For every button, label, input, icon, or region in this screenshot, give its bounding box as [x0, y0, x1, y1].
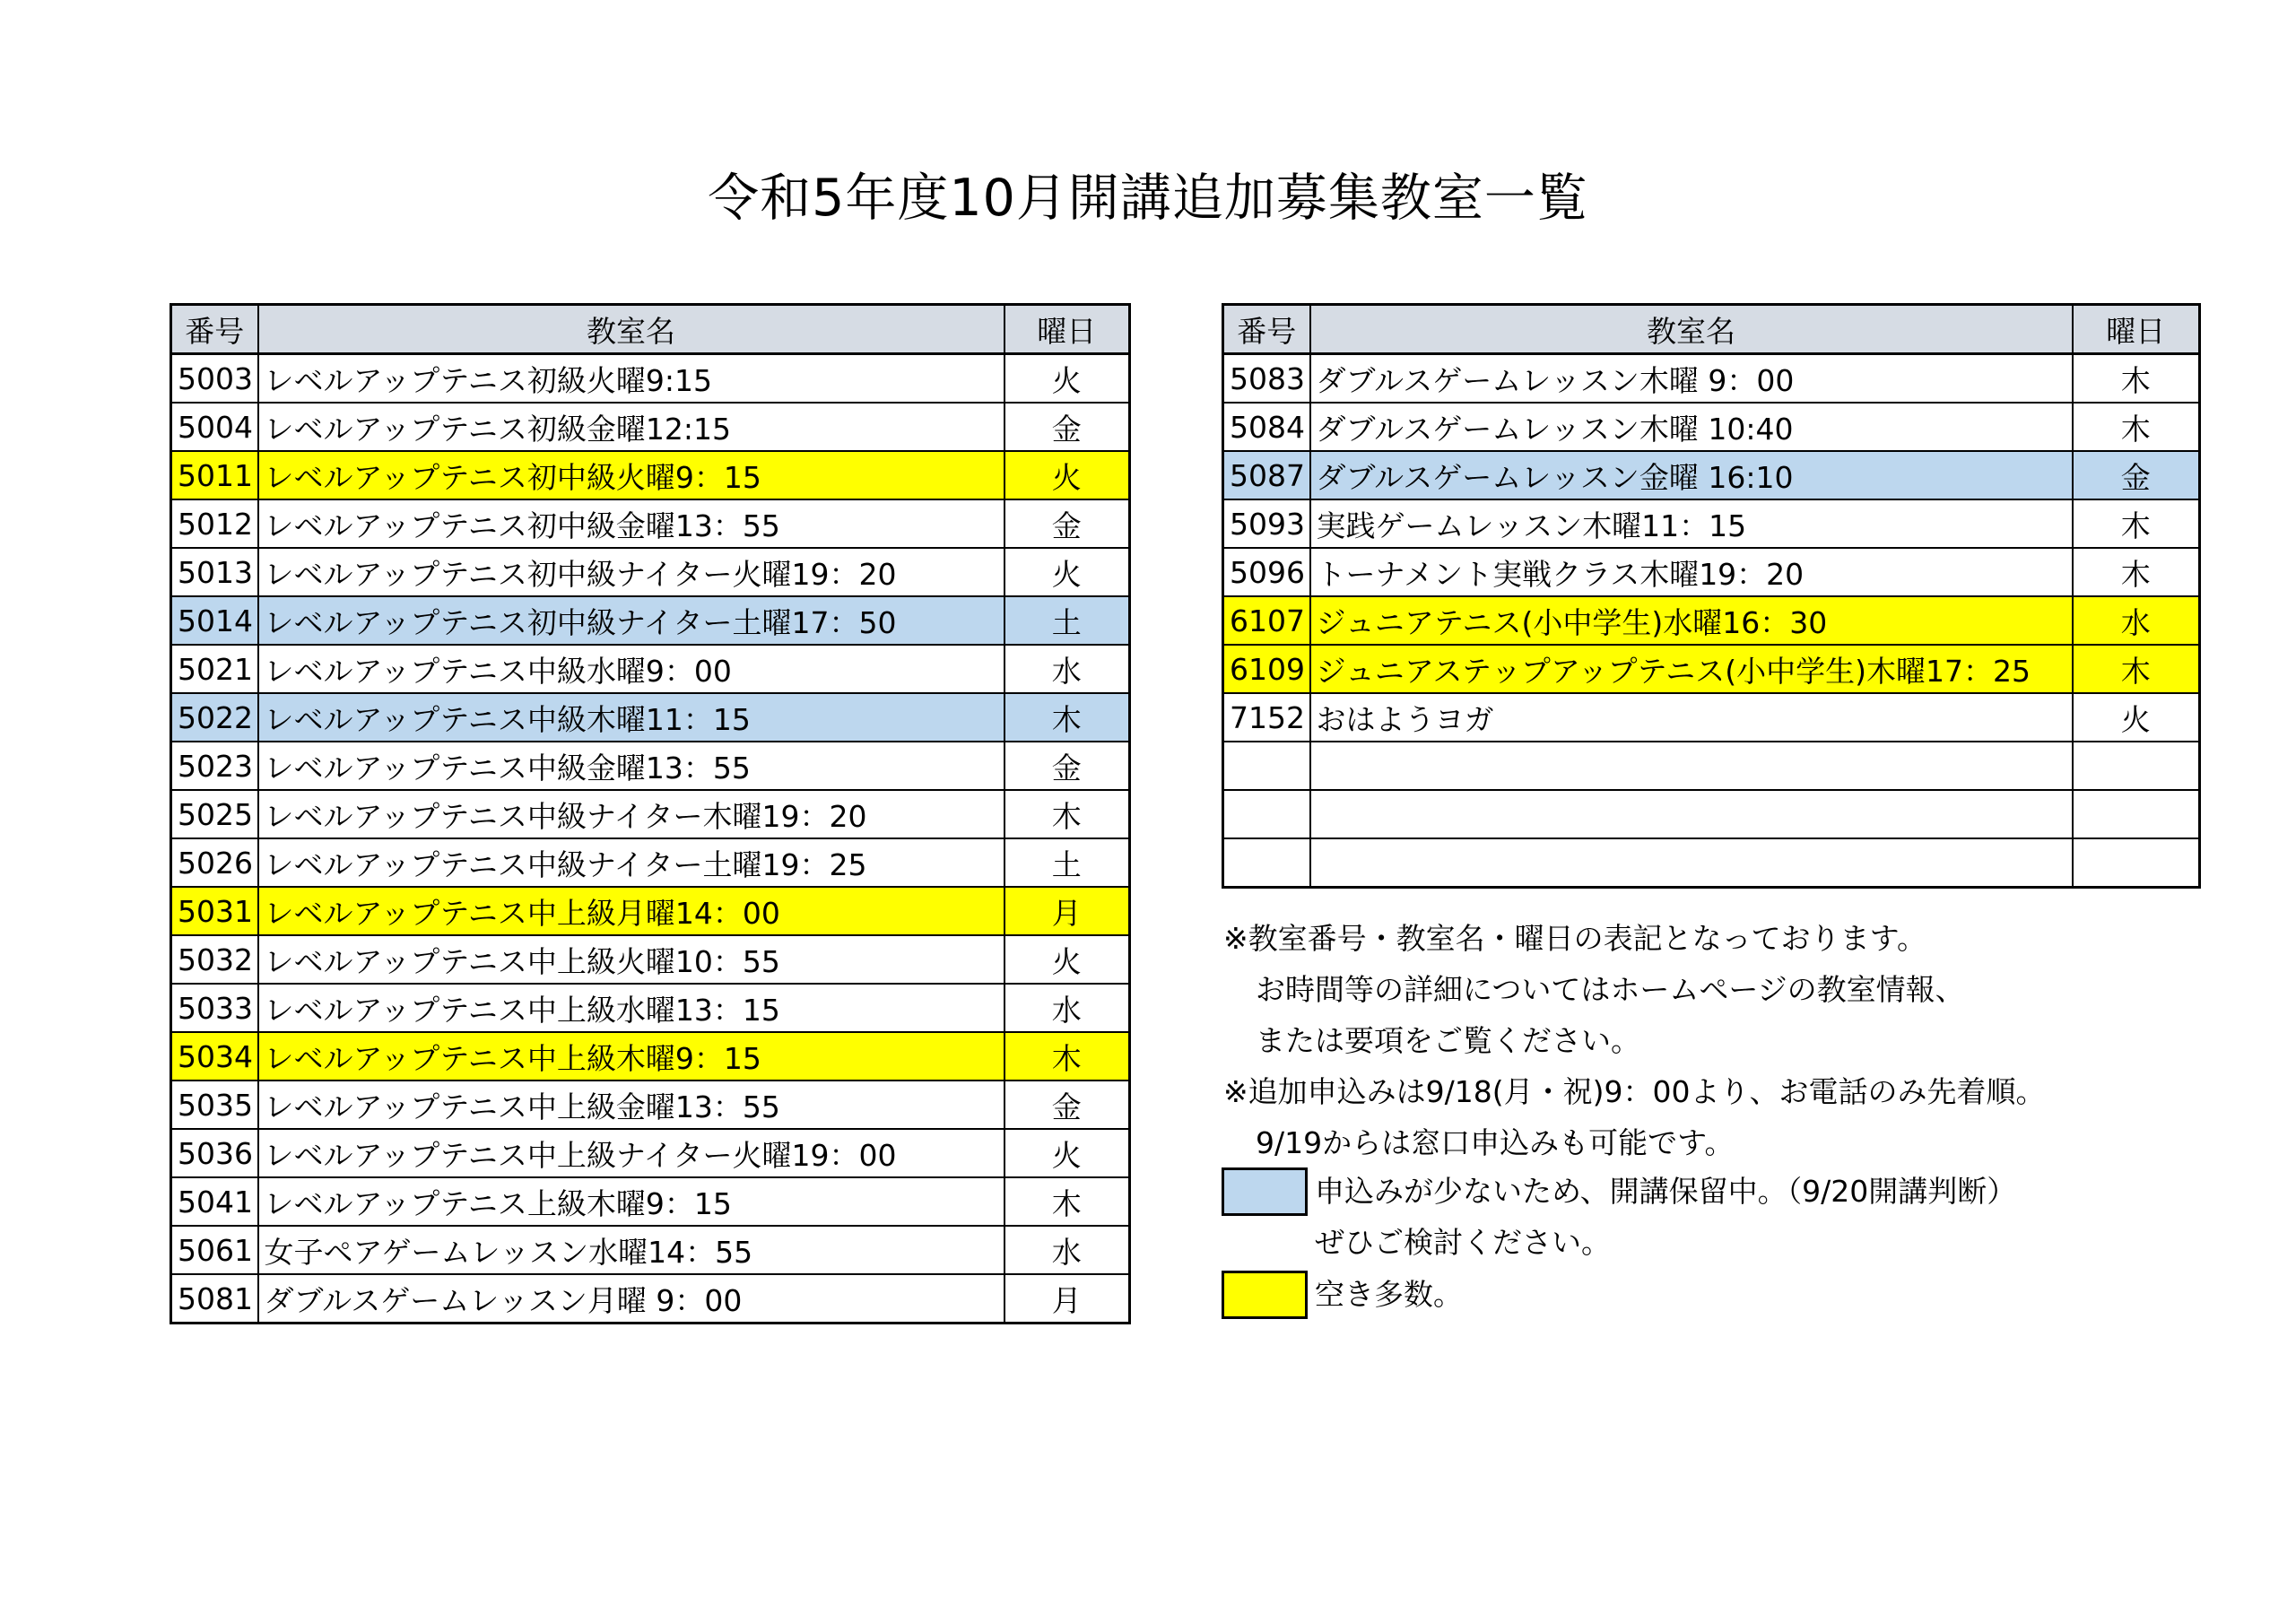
table-header-row	[1223, 305, 2200, 354]
column-header-name: 教室名	[258, 305, 1004, 354]
note-line: 9/19からは窓口申込みも可能です。	[1256, 1125, 1735, 1160]
weekday-cell: 木	[1004, 790, 1130, 838]
weekday-cell	[2073, 790, 2200, 838]
class-name-cell	[1310, 742, 2073, 790]
table-row	[171, 451, 1130, 499]
weekday-cell: 火	[1004, 935, 1130, 984]
weekday-cell: 木	[2073, 499, 2200, 548]
legend-blue-text: 申込みが少ないため、開講保留中。（9/20開講判断）	[1315, 1174, 2017, 1209]
class-number-cell: 5021	[171, 645, 258, 693]
class-number-cell: 5033	[171, 984, 258, 1032]
class-number-cell: 5004	[171, 403, 258, 451]
table-row	[171, 742, 1130, 790]
class-number-cell: 5013	[171, 548, 258, 596]
class-name-cell: レベルアップテニス初級金曜12:15	[258, 403, 1004, 451]
class-table-right	[1222, 303, 2201, 889]
class-number-cell: 6107	[1223, 596, 1310, 645]
legend-blue-swatch	[1222, 1167, 1308, 1216]
table-row	[1223, 838, 2200, 888]
class-number-cell: 7152	[1223, 693, 1310, 742]
note-line: または要項をご覧ください。	[1256, 1023, 1640, 1058]
table-row	[171, 693, 1130, 742]
class-number-cell: 5026	[171, 838, 258, 887]
table-row	[171, 887, 1130, 935]
table-row	[1223, 645, 2200, 693]
weekday-cell: 金	[2073, 451, 2200, 499]
table-row	[171, 403, 1130, 451]
notes-block	[1223, 913, 2282, 1168]
weekday-cell: 水	[2073, 596, 2200, 645]
class-number-cell: 5087	[1223, 451, 1310, 499]
class-name-cell	[1310, 838, 2073, 888]
table-row	[171, 1177, 1130, 1226]
note-line: お時間等の詳細についてはホームページの教室情報、	[1256, 972, 1965, 1007]
class-number-cell: 5083	[1223, 354, 1310, 404]
class-name-cell: ジュニアステップアップテニス(小中学生)木曜17：25	[1310, 645, 2073, 693]
table-row	[171, 790, 1130, 838]
class-name-cell: ダブルスゲームレッスン木曜 10:40	[1310, 403, 2073, 451]
class-number-cell: 5023	[171, 742, 258, 790]
table-row	[171, 984, 1130, 1032]
class-name-cell: 女子ペアゲームレッスン水曜14：55	[258, 1226, 1004, 1274]
weekday-cell: 火	[1004, 1129, 1130, 1177]
table-row	[1223, 693, 2200, 742]
table-header-row	[171, 305, 1130, 354]
class-name-cell: レベルアップテニス中上級木曜9：15	[258, 1032, 1004, 1081]
table-row	[1223, 354, 2200, 404]
note-line: ※教室番号・教室名・曜日の表記となっております。	[1223, 921, 1927, 956]
class-number-cell: 5096	[1223, 548, 1310, 596]
class-name-cell: 実践ゲームレッスン木曜11：15	[1310, 499, 2073, 548]
weekday-cell: 月	[1004, 1274, 1130, 1324]
class-number-cell	[1223, 790, 1310, 838]
legend-yellow-text: 空き多数。	[1315, 1277, 1463, 1312]
class-name-cell: レベルアップテニス中級木曜11：15	[258, 693, 1004, 742]
class-number-cell: 5041	[171, 1177, 258, 1226]
class-name-cell: レベルアップテニス中級ナイター土曜19：25	[258, 838, 1004, 887]
class-number-cell: 5036	[171, 1129, 258, 1177]
class-name-cell: レベルアップテニス中級水曜9：00	[258, 645, 1004, 693]
weekday-cell: 木	[1004, 1177, 1130, 1226]
table-row	[171, 1129, 1130, 1177]
weekday-cell: 火	[1004, 548, 1130, 596]
weekday-cell: 木	[2073, 548, 2200, 596]
class-table-left	[170, 303, 1131, 1324]
class-number-cell: 5032	[171, 935, 258, 984]
table-row	[171, 1081, 1130, 1129]
class-name-cell: ダブルスゲームレッスン月曜 9：00	[258, 1274, 1004, 1324]
weekday-cell: 金	[1004, 1081, 1130, 1129]
class-name-cell: レベルアップテニス中上級月曜14：00	[258, 887, 1004, 935]
weekday-cell: 月	[1004, 887, 1130, 935]
table-row	[171, 548, 1130, 596]
table-row	[171, 499, 1130, 548]
legend-blue-subtext: ぜひご検討ください。	[1315, 1225, 1611, 1260]
class-number-cell: 5011	[171, 451, 258, 499]
class-name-cell: ダブルスゲームレッスン木曜 9：00	[1310, 354, 2073, 404]
table-row	[171, 596, 1130, 645]
class-number-cell: 6109	[1223, 645, 1310, 693]
class-name-cell: レベルアップテニス初中級ナイター火曜19：20	[258, 548, 1004, 596]
class-name-cell: レベルアップテニス中上級金曜13：55	[258, 1081, 1004, 1129]
table-row	[1223, 596, 2200, 645]
class-name-cell: レベルアップテニス中上級水曜13：15	[258, 984, 1004, 1032]
class-number-cell: 5012	[171, 499, 258, 548]
class-name-cell: レベルアップテニス中上級火曜10：55	[258, 935, 1004, 984]
weekday-cell: 木	[1004, 693, 1130, 742]
class-name-cell: レベルアップテニス上級木曜9：15	[258, 1177, 1004, 1226]
weekday-cell: 木	[2073, 645, 2200, 693]
weekday-cell: 水	[1004, 645, 1130, 693]
class-number-cell: 5025	[171, 790, 258, 838]
weekday-cell: 土	[1004, 596, 1130, 645]
class-name-cell: ジュニアテニス(小中学生)水曜16：30	[1310, 596, 2073, 645]
page-title: 令和5年度10月開講追加募集教室一覧	[708, 169, 1588, 228]
class-number-cell: 5034	[171, 1032, 258, 1081]
class-name-cell: レベルアップテニス初級火曜9:15	[258, 354, 1004, 404]
class-number-cell: 5035	[171, 1081, 258, 1129]
class-number-cell: 5031	[171, 887, 258, 935]
class-name-cell: レベルアップテニス初中級金曜13：55	[258, 499, 1004, 548]
table-row	[171, 838, 1130, 887]
table-row	[171, 1032, 1130, 1081]
weekday-cell: 土	[1004, 838, 1130, 887]
class-number-cell: 5022	[171, 693, 258, 742]
weekday-cell	[2073, 742, 2200, 790]
class-name-cell: レベルアップテニス初中級ナイター土曜17：50	[258, 596, 1004, 645]
weekday-cell	[2073, 838, 2200, 888]
class-name-cell: ダブルスゲームレッスン金曜 16:10	[1310, 451, 2073, 499]
weekday-cell: 水	[1004, 984, 1130, 1032]
column-header-name: 教室名	[1310, 305, 2073, 354]
legend-yellow-swatch	[1222, 1271, 1308, 1319]
class-number-cell: 5014	[171, 596, 258, 645]
note-line: ※追加申込みは9/18(月・祝)9：00より、お電話のみ先着順。	[1223, 1074, 2046, 1109]
column-header-number: 番号	[171, 305, 258, 354]
weekday-cell: 火	[1004, 354, 1130, 404]
weekday-cell: 火	[1004, 451, 1130, 499]
weekday-cell: 金	[1004, 403, 1130, 451]
table-row	[171, 1226, 1130, 1274]
weekday-cell: 火	[2073, 693, 2200, 742]
class-number-cell: 5061	[171, 1226, 258, 1274]
column-header-number: 番号	[1223, 305, 1310, 354]
class-number-cell: 5003	[171, 354, 258, 404]
table-row	[1223, 742, 2200, 790]
table-row	[171, 935, 1130, 984]
table-row	[171, 645, 1130, 693]
weekday-cell: 水	[1004, 1226, 1130, 1274]
class-name-cell: トーナメント実戦クラス木曜19：20	[1310, 548, 2073, 596]
class-number-cell	[1223, 742, 1310, 790]
class-number-cell: 5084	[1223, 403, 1310, 451]
weekday-cell: 木	[2073, 354, 2200, 404]
column-header-day: 曜日	[1004, 305, 1130, 354]
class-name-cell	[1310, 790, 2073, 838]
table-row	[171, 354, 1130, 404]
table-row	[1223, 451, 2200, 499]
class-name-cell: レベルアップテニス中級金曜13：55	[258, 742, 1004, 790]
class-number-cell	[1223, 838, 1310, 888]
class-name-cell: おはようヨガ	[1310, 693, 2073, 742]
class-name-cell: レベルアップテニス中級ナイター木曜19：20	[258, 790, 1004, 838]
class-number-cell: 5093	[1223, 499, 1310, 548]
class-name-cell: レベルアップテニス初中級火曜9：15	[258, 451, 1004, 499]
table-row	[171, 1274, 1130, 1324]
table-row	[1223, 403, 2200, 451]
table-row	[1223, 790, 2200, 838]
class-number-cell: 5081	[171, 1274, 258, 1324]
table-row	[1223, 548, 2200, 596]
column-header-day: 曜日	[2073, 305, 2200, 354]
weekday-cell: 木	[1004, 1032, 1130, 1081]
weekday-cell: 木	[2073, 403, 2200, 451]
table-row	[1223, 499, 2200, 548]
class-name-cell: レベルアップテニス中上級ナイター火曜19：00	[258, 1129, 1004, 1177]
weekday-cell: 金	[1004, 499, 1130, 548]
weekday-cell: 金	[1004, 742, 1130, 790]
